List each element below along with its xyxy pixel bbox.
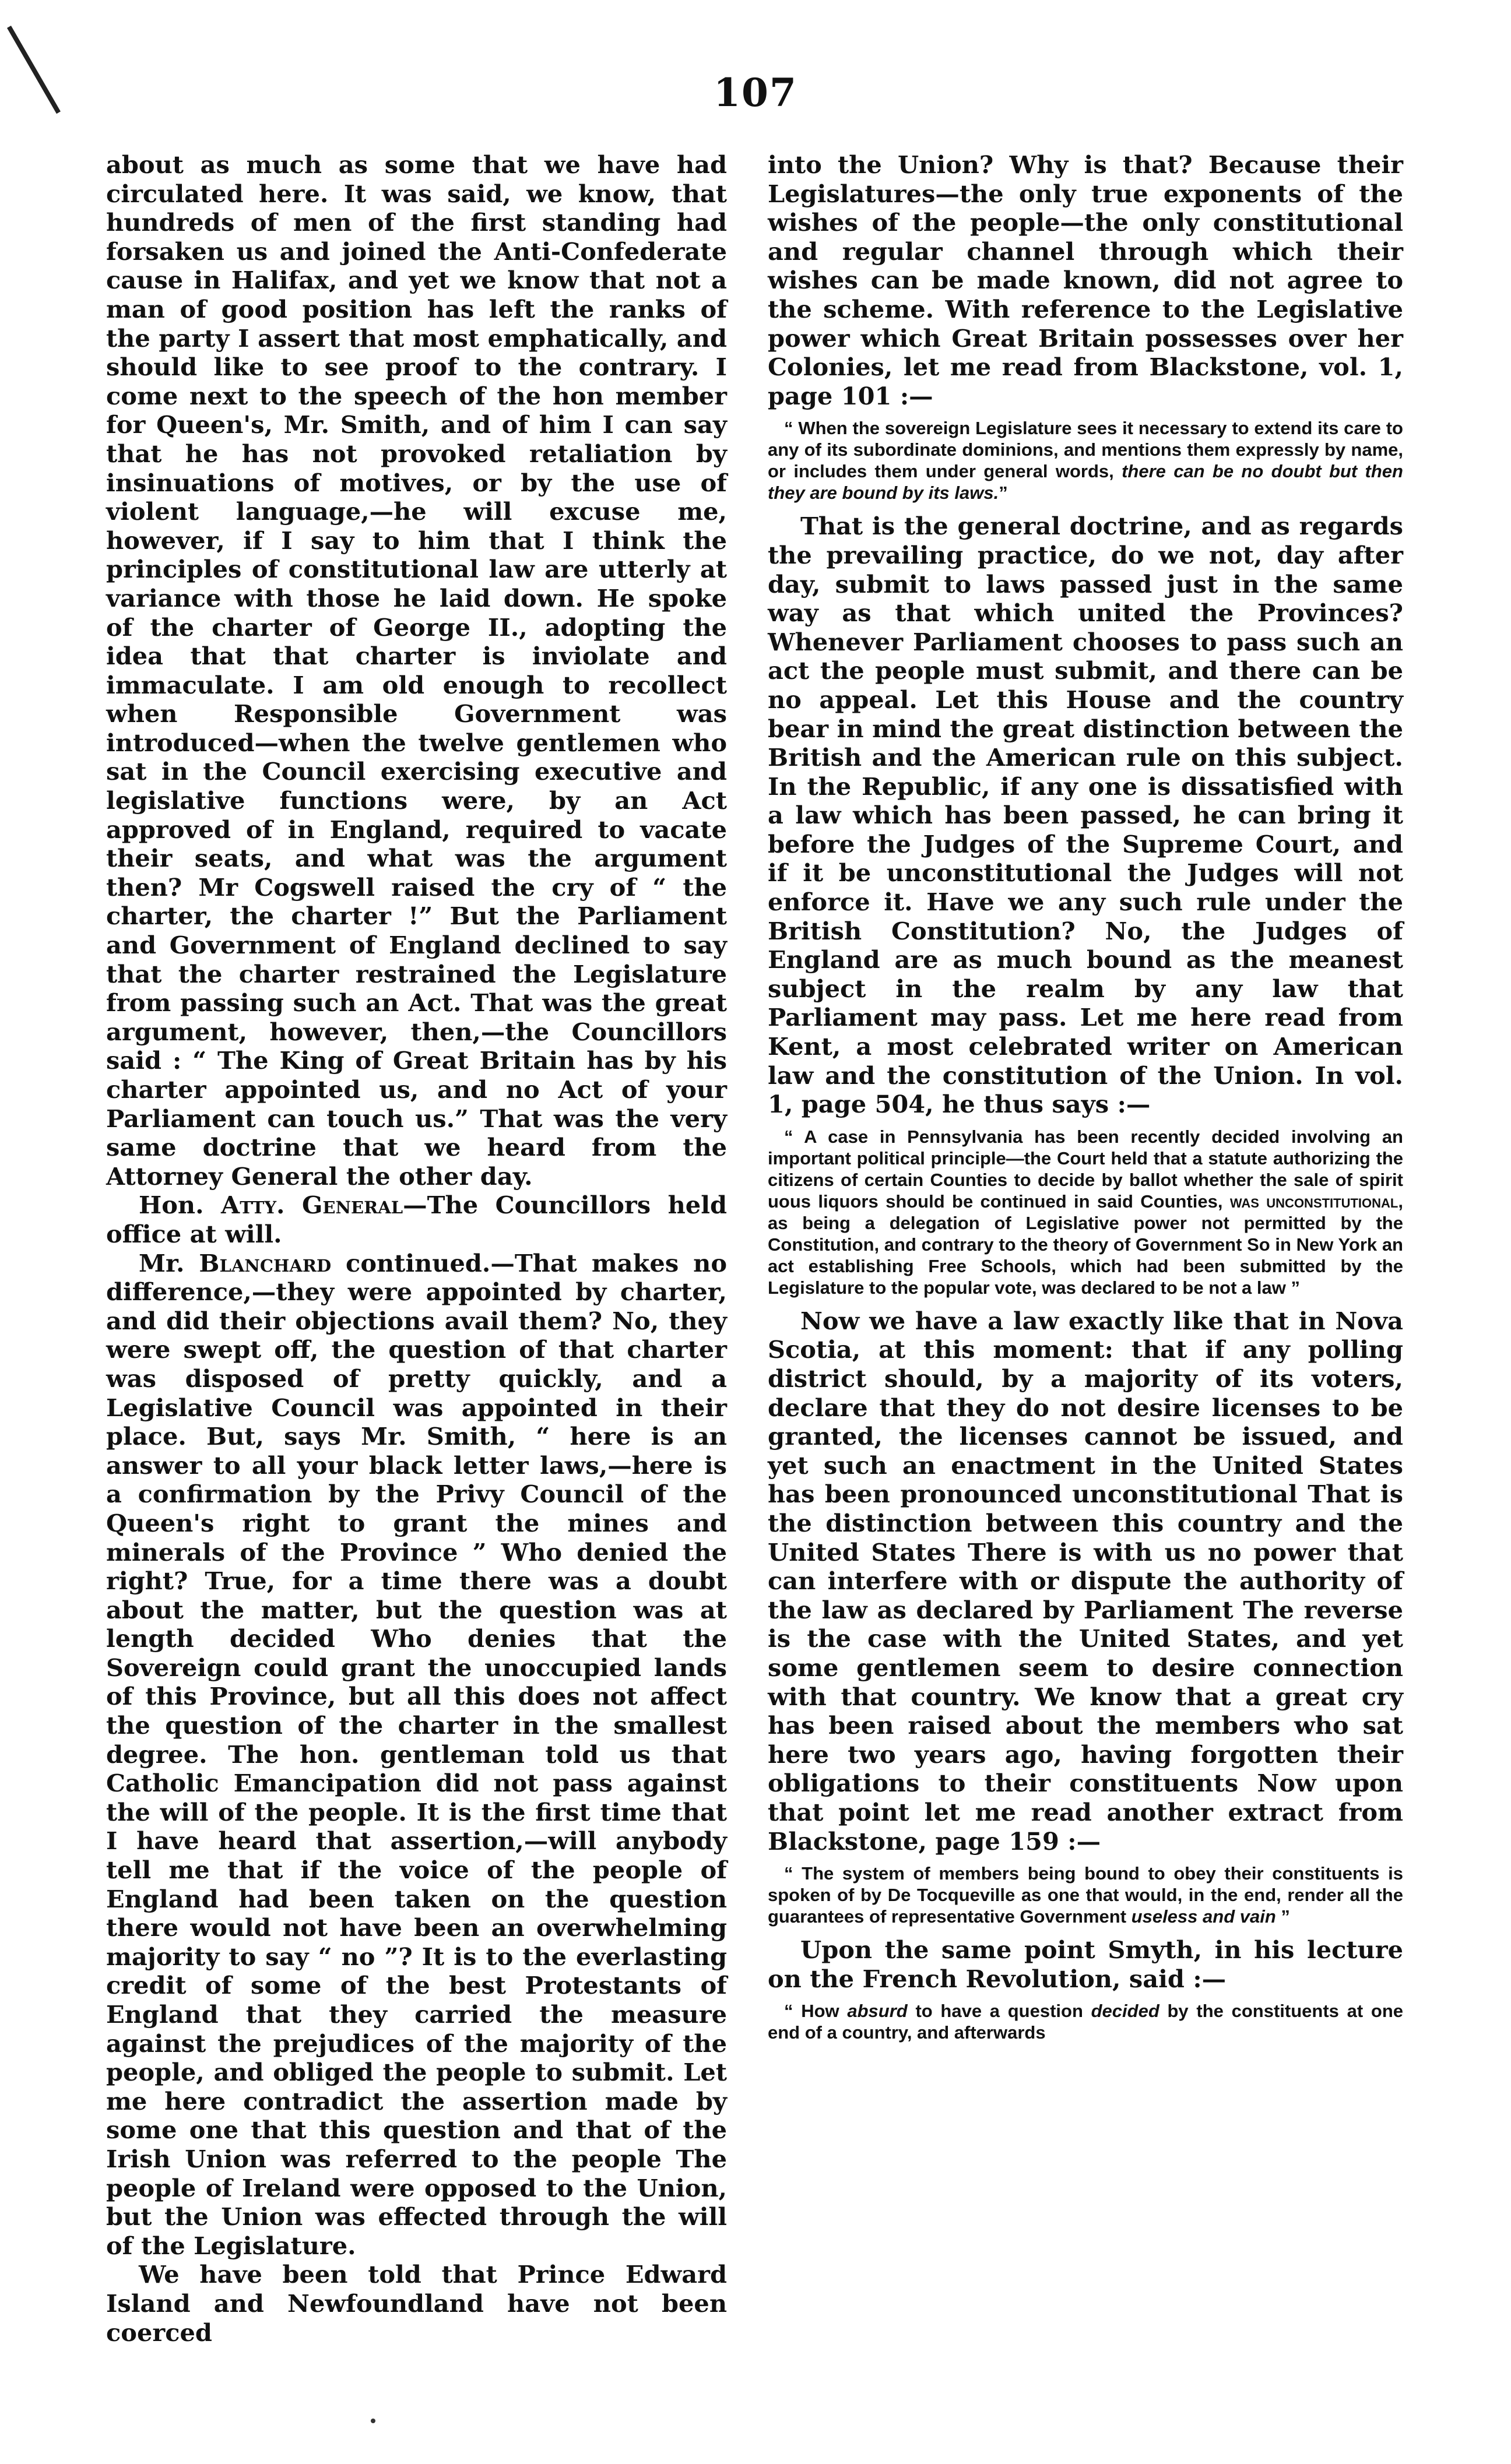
- paragraph: into the Union? Why is that? Because their Legislatures—the only true exponents of the wishes of the people—the only constitutional and regular channel through which their wishes can be made known, did not agree to the scheme. With reference to the Legislative power which Great Britain possesses over her Colonies, let me read from Blackstone, vol. 1, page 101 :—: [768, 150, 1403, 410]
- right-column: [768, 150, 1403, 2051]
- block-quote: “ The system of members being bound to obey their constituents is spoken of by De Tocqueville as one that would, in the end, render all the guarantees of representative Government useless and vain ”: [768, 1863, 1403, 1927]
- speaker-name: Atty. General: [221, 1191, 403, 1220]
- paragraph: Upon the same point Smyth, in his lecture on the French Revolution, said :—: [768, 1935, 1403, 1993]
- speaker-name: Blanchard: [199, 1248, 332, 1277]
- block-quote: “ A case in Pennsylvania has been recently decided involving an important political principle—the Court held that a statute authorizing the citizens of certain Counties to decide by ballot whether the sale of spirit uous liquors should be continued in said Counties, was unconstitutional, as being a delegation of Legislative power not permitted by the Constitution, and contrary to the theory of Government So in New York an act establishing Free Schools, which had been submitted by the Legislature to the popular vote, was declared to be not a law ”: [768, 1126, 1403, 1298]
- paragraph: about as much as some that we have had circulated here. It was said, we know, that hundreds of men of the first standing had forsaken us and joined the Anti-Confederate cause in Halifax, and yet we know that not a man of good position has left the ranks of the party I assert that most emphatically, and should like to see proof to the contrary. I come next to the speech of the hon member for Queen's, Mr. Smith, and of him I can say that he has not provoked retaliation by insinuations of motives, or by the use of violent language,—he will excuse me, however, if I say to him that I think the principles of constitutional law are utterly at variance with those he laid down. He spoke of the charter of George II., adopting the idea that that charter is inviolate and immaculate. I am old enough to recollect when Responsible Government was introduced—when the twelve gentlemen who sat in the Council exercising executive and legislative functions were, by an Act approved of in England, required to vacate their seats, and what was the argument then? Mr Cogswell raised the cry of “ the charter, the charter !” But the Parliament and Government of England declined to say that the charter restrained the Legislature from passing such an Act. That was the great argument, however, then,—the Councillors said : “ The King of Great Britain has by his charter appointed us, and no Act of your Parliament can touch us.” That was the very same doctrine that we heard from the Attorney General the other day.: [106, 150, 727, 1191]
- paragraph: We have been told that Prince Edward Island and Newfoundland have not been coerced: [106, 2260, 727, 2347]
- speaker-paragraph: Mr. Blanchard continued.—That makes no difference,—they were appointed by charter, and did their objections avail them? No, they were swept off, the question of that charter was disposed of pretty quickly, and a Legislative Council was appointed in their place. But, says Mr. Smith, “ here is an answer to all your black letter laws,—here is a confirmation by the Privy Council of the Queen's right to grant the mines and minerals of the Province ” Who denied the right? True, for a time there was a doubt about the matter, but the question was at length decided Who denies that the Sovereign could grant the unoccupied lands of this Province, but all this does not affect the question of the charter in the smallest degree. The hon. gentleman told us that Catholic Emancipation did not pass against the will of the people. It is the first time that I have heard that assertion,—will anybody tell me that if the voice of the people of England had been taken on the question there would not have been an overwhelming majority to say “ no ”? It is to the everlasting credit of some of the best Protestants of England that they carried the measure against the prejudices of the majority of the people, and obliged the people to submit. Let me here contradict the assertion made by some one that this question and that of the Irish Union was referred to the people The people of Ireland were opposed to the Union, but the Union was effected through the will of the Legislature.: [106, 1248, 728, 2260]
- block-quote: “ When the sovereign Legislature sees it necessary to extend its care to any of its subordinate dominions, and mentions them expressly by name, or includes them under general words, there can be no doubt but then they are bound by its laws.”: [768, 418, 1403, 504]
- speaker-paragraph: Hon. Atty. General—The Councillors held office at will.: [106, 1191, 727, 1248]
- page-speck: [371, 2419, 375, 2423]
- block-quote: “ How absurd to have a question decided by the constituents at one end of a country, and afterwards: [768, 2001, 1403, 2043]
- page-number: 107: [714, 70, 797, 115]
- paragraph: That is the general doctrine, and as regards the prevailing practice, do we not, day after day, submit to laws passed just in the same way as that which united the Provinces? Whenever Parliament chooses to pass such an act the people must submit, and there can be no appeal. Let this House and the country bear in mind the great distinction between the British and the American rule on this subject. In the Republic, if any one is dissatisfied with a law which has been passed, he can bring it before the Judges of the Supreme Court, and if it be unconstitutional the Judges will not enforce it. Have we any such rule under the British Constitution? No, the Judges of England are as much bound as the meanest subject in the realm by any law that Parliament may pass. Let me here read from Kent, a most celebrated writer on American law and the constitution of the Union. In vol. 1, page 504, he thus says :—: [768, 512, 1403, 1119]
- paragraph: Now we have a law exactly like that in Nova Scotia, at this moment: that if any polling district should, by a majority of its voters, declare that they do not desire licenses to be granted, the licenses cannot be issued, and yet such an enactment in the United States has been pronounced unconstitutional That is the distinction between this country and the United States There is with us no power that can interfere with or dispute the authority of the law as declared by Parliament The reverse is the case with the United States, and yet some gentlemen seem to desire connection with that country. We know that a great cry has been raised about the members who sat here two years ago, having forgotten their obligations to their constituents Now upon that point let me read another extract from Blackstone, page 159 :—: [768, 1306, 1403, 1856]
- left-column: [106, 150, 727, 2347]
